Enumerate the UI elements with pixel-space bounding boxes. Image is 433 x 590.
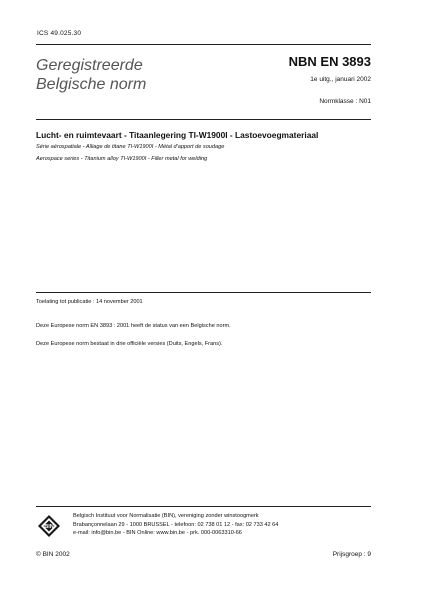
institute-contact: e-mail: info@bin.be - BIN Online: www.bin.be - prk. 000-0063310-66 xyxy=(73,530,242,536)
registered-line-1: Geregistreerde xyxy=(36,57,143,74)
title-english: Aerospace series - Titanium alloy TI-W1900I - Filler metal for welding xyxy=(36,156,208,162)
title-french: Série aérospatiale - Alliage de titane TI-W1900I - Métal d'apport de soudage xyxy=(36,144,225,150)
registered-norm-label xyxy=(36,56,146,94)
price-group: Prijsgroep : 9 xyxy=(332,551,371,558)
copyright: © BIN 2002 xyxy=(36,551,70,558)
body-divider xyxy=(36,292,371,293)
top-divider xyxy=(36,44,371,45)
footer-divider xyxy=(36,506,371,507)
approval-date: Toelating tot publicatie : 14 november 2001 xyxy=(36,299,143,305)
institute-address: Brabançonnelaan 29 - 1000 BRUSSEL - telefoon: 02 738 01 12 - fax: 02 733 42 64 xyxy=(73,522,279,528)
status-statement: Deze Europese norm EN 3893 : 2001 heeft de status van een Belgische norm. xyxy=(36,323,231,329)
title-dutch: Lucht- en ruimtevaart - Titaanlegering TI-W1900I - Lastoevoegmateriaal xyxy=(36,130,319,140)
ics-code: ICS 49.025.30 xyxy=(37,30,82,37)
classification: Normklasse : N01 xyxy=(319,98,371,105)
institute-name: Belgisch Instituut voor Normalisatie (BIN), vereniging zonder winstoogmerk xyxy=(73,513,259,519)
standard-number: NBN EN 3893 xyxy=(288,54,371,69)
registered-line-2: Belgische norm xyxy=(36,76,147,93)
logo-text: BIN xyxy=(44,524,54,530)
bin-logo xyxy=(37,514,61,538)
title-divider xyxy=(36,119,371,120)
versions-statement: Deze Europese norm bestaat in drie officiële versies (Duits, Engels, Frans). xyxy=(36,341,223,347)
edition-date: 1e uitg., januari 2002 xyxy=(310,76,371,83)
